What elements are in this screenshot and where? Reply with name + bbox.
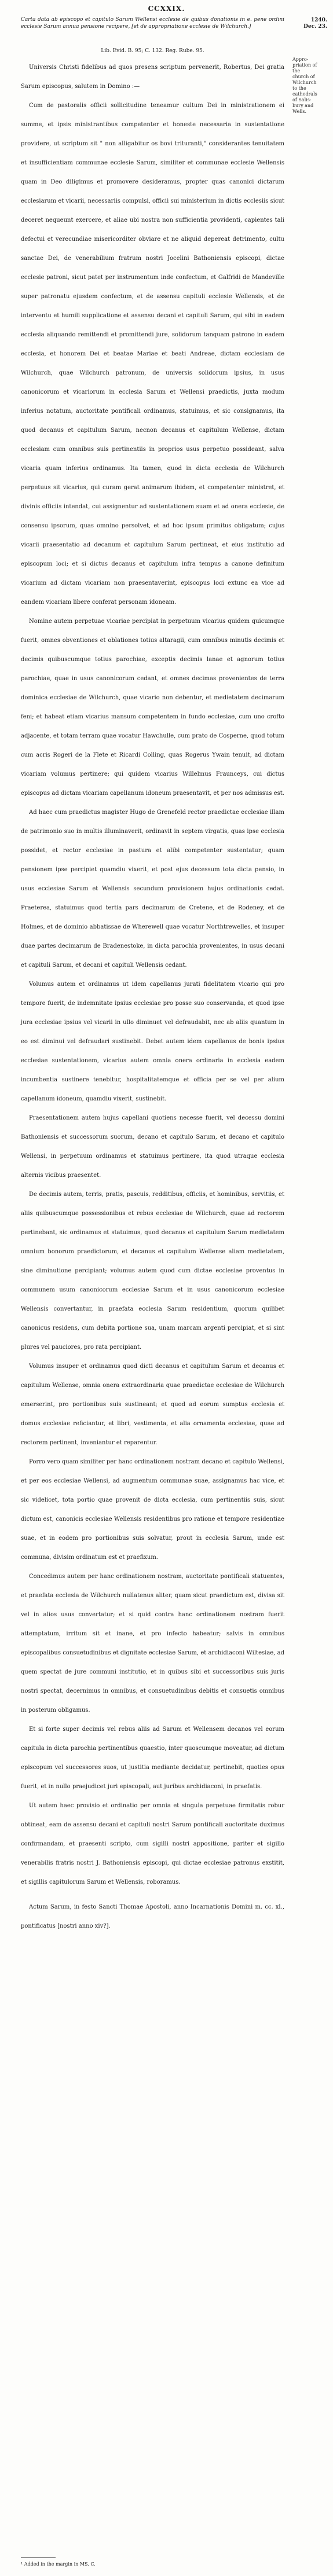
source-reference: Lib. Evid. B. 95; C. 132. Reg. Rube. 95.	[101, 48, 204, 54]
closing-dating-clause: Actum Sarum, in festo Sancti Thomae Apostoli, anno Incarnationis Domini m. cc. xl., pontificatus [nostri anno xiv?].	[21, 1904, 284, 1929]
paragraph: Universis Christi fidelibus ad quos presens scriptum pervenerit, Robertus, Dei gratia Sarum episcopus, salutem in Domino :—	[21, 64, 287, 90]
footnote: ¹ Added in the margin in MS. C.	[21, 2562, 96, 2567]
paragraph: Nomine autem perpetuae vicariae percipiat in perpetuum vicarius quidem quicumque fuerit, omnes obventiones et oblationes totius altaragii, cum omnibus minutis decimis et decimis quibuscumque totius parochiae, exceptis decimis lanae et agnorum totius parochiae, quae in usus canonicorum cedant, et omnes decimas provenientes de terra dominica ecclesiae de Wilchurch, quae vicario non debentur, et medietatem decimarum feni; et habeat etiam vicarius mansum competentem in fundo ecclesiae, cum uno crofto adjacente, et totam terram quae vocatur Hawchulle, cum prato de Cosperne, quod totum cum acris Rogeri de la Flete et Ricardi Colling, quas Rogerus Ywain tenuit, ad dictam vicariam volumus pertinere; qui quidem vicarius Willelmus Fraunceys, cui dictus episcopus ad dictam vicariam capellanum idoneum praesentavit, et per nos admissus est.	[21, 618, 287, 797]
footnote-rule	[21, 2557, 56, 2558]
charter-date: 1240. Dec. 23.	[303, 17, 327, 30]
paragraph: Concedimus autem per hanc ordinationem nostram, auctoritate pontificali statuentes, et praefata ecclesia de Wilchurch nullatenus aliter, quam sicut praedictum est, divisa sit vel in alios usus convertatur; et si quid contra hanc ordinationem nostram fuerit attemptatum, irritum sit et inane, et pro infecto habeatur; salvis in omnibus episcopalibus consuetudinibus et dignitate ecclesiae Sarum, et archidiaconi Wiltesiae, ad quem spectat de jure communi institutio, et in quibus sibi et successoribus suis juris nostri spectat, decernimus in omnibus, et consuetudinibus debitis et consuetis omnibus in posterum obligamus.	[21, 1573, 287, 1713]
paragraph: Et si forte super decimis vel rebus aliis ad Sarum et Wellensem decanos vel eorum capitula in dicta parochia pertinentibus quaestio, inter quoscumque moveatur, ad dictum episcopum vel successores suos, ut justitia mediante decidatur, pertinebit, quoties opus fuerit, et in nullo praejudicet juri episcopali, aut juribus archidiaconi, in praefatis.	[21, 1726, 287, 1790]
charter-body	[21, 58, 287, 1942]
paragraph: Ut autem haec provisio et ordinatio per omnia et singula perpetuae firmitatis robur obtineat, eam de assensu decani et capituli nostri Sarum pontificali auctoritate duximus confirmandam, et praesenti scripto, cum sigilli nostri appositione, pariter et sigillo venerabilis fratris nostri J. Bathoniensis episcopi, qui dictae ecclesiae patronus exstitit, et sigillis capitulorum Sarum et Wellensis, roboramus.	[21, 1803, 287, 1885]
paragraph: De decimis autem, terris, pratis, pascuis, redditibus, officiis, et hominibus, servitiis, et aliis quibuscumque possessionibus et rebus ecclesiae de Wilchurch, quae ad rectorem pertinebant, sic ordinamus et statuimus, quod decanus et capitulum Sarum medietatem omnium bonorum praedictorum, et decanus et capitulum Wellense aliam medietatem, sine diminutione percipiant; volumus autem quod cum dictae ecclesiae proventus in communem usum canonicorum ecclesiae Sarum et in usus canonicorum ecclesiae Wellensis convertantur, in praefata ecclesia Sarum residentium, quorum quilibet canonicus residens, cum debita portione sua, unam marcam argenti percipiat, et si sint plures vel pauciores, pro rata percipiant.	[21, 1191, 287, 1351]
paragraph: Volumus insuper et ordinamus quod dicti decanus et capitulum Sarum et decanus et capitulum Wellense, omnia onera extraordinaria quae praedictae ecclesiae de Wilchurch emerserint, pro portionibus suis sustineant; et quod ad eorum sumptus ecclesia et domus ecclesiae reficiantur, et libri, vestimenta, et alia ornamenta ecclesiae, quae ad rectorem pertinent, inveniantur et reparentur.	[21, 1363, 287, 1446]
paragraph: Praesentationem autem hujus capellani quotiens necesse fuerit, vel decessu domini Bathoniensis et successorum suorum, decano et capitulo Sarum, et decano et capitulo Wellensi, in perpetuum ordinamus et statuimus pertinere, ita quod utraque ecclesia alternis vicibus praesentet.	[21, 1115, 287, 1179]
paragraph: Volumus autem et ordinamus ut idem capellanus jurati fidelitatem vicario qui pro tempore fuerit, de indemnitate ipsius ecclesiae pro posse suo conservanda, et quod ipse jura ecclesiae ipsius vel vicarii in ullo diminuet vel defraudabit, nec ab aliis quantum in eo est diminui vel defraudari sustinebit. Debet autem idem capellanus de bonis ipsius ecclesiae sustentationem, vicarius autem omnia onera ordinaria in ecclesia eadem incumbentia sustinere tenebitur, hospitalitatemque et officia per se vel per alium capellanum idoneum, quamdiu vixerit, sustinebit.	[21, 981, 287, 1102]
charter-number: CCXXIX.	[148, 5, 185, 13]
paragraph: Porro vero quam similiter per hanc ordinationem nostram decano et capitulo Wellensi, et per eos ecclesiae Wellensi, ad augmentum communae suae, assignamus hac vice, et sic videlicet, tota portio quae provenit de dicta ecclesia, cum pertinentiis suis, sicut dictum est, canonicis ecclesiae Wellensis residentibus pro ratione et tempore residentiae suae, et in eodem pro portionibus suis solvatur, prout in ecclesia Sarum, unde est communa, divisim ordinatum est et praefixum.	[21, 1459, 287, 1561]
paragraph: Cum de pastoralis officii sollicitudine teneamur cultum Dei in ministrationem ei summe, et ipsis ministrantibus competenter et honeste necessaria in sustentatione providere, ut scriptum sit " non alligabitur os bovi trituranti," considerantes tenuitatem et insufficientiam communae ecclesie Sarum, similiter et communae ecclesie Wellensis quam in Deo diligimus et promovere desideramus, propter quas canonici dictarum ecclesiarum et vicarii, necessariis compulsi, officii sui ministerium in dictis ecclesiis sicut deceret nequeunt exercere, et aliae ubi nostra non sufficientia providenti, capientes tali defectui et verecundiae misericorditer obviare et ne aliquid depereat detrimento, cultu sanctae Dei, de venerabilium fratrum nostri Jocelini Bathoniensis episcopi, dictae ecclesie patroni, sicut patet per instrumentum inde confectum, et Galfridi de Mandeville super patronatu ejusdem confectum, et de assensu capituli ecclesie Wellensis, et de interventu et humili supplicatione et assensu decani et capituli Sarum, qui sibi in eadem ecclesia aliquando remittendi et promittendi jure, solidorum tanquam patrono in eadem ecclesia, et honorem Dei et beatae Mariae et beati Andreae, dictam ecclesiam de Wilchurch, quae Wilchurch patronum, de universis solidorum ipsius, in usus canonicorum et vicariorum in ecclesia Sarum et Wellensi praedictis, juxta modum inferius notatum, auctoritate pontificali ordinamus, statuimus, et sic consignamus, ita quod decanus et capitulum Sarum, necnon decanus et capitulum Wellense, dictam ecclesiam cum omnibus suis pertinentiis in proprios usus perpetuo possideant, salva vicaria quam inferius ordinamus. Ita tamen, quod in dicta ecclesia de Wilchurch perpetuus sit vicarius, qui curam gerat animarum ibidem, et competenter ministret, et divinis officiis intendat, cui assignentur ad sustentationem suam et ad onera ecclesie, de consensu ipsorum, quas omnino persolvet, et ad hoc ipsum primitus obligatum; cujus vicarii praesentatio ad decanum et capitulum Sarum pertineat, et eius institutio ad episcopum loci; et si dictus decanus et capitulum infra tempus a canone definitum vicarium ad dictam vicariam non praesentaverint, episcopus loci extunc ea vice ad eandem vicariam libere conferat personam idoneam.	[21, 102, 287, 606]
paragraph: Ad haec cum praedictus magister Hugo de Grenefeld rector praedictae ecclesiae illam de patrimonio suo in multis illuminaverit, ordinavit in septem virgatis, quas ipse ecclesia possidet, et rector ecclesiae in pastura et alibi competenter sustentatur; quam pensionem ipse percipiet quamdiu vixerit, et post ejus decessum tota dicta pensio, in usus ecclesiae Sarum et Wellensis secundum provisionem hujus ordinationis cedat. Praeterea, statuimus quod tertia pars decimarum de Cretene, et de Rodeney, et de Holmes, et de dominio abbatissae de Wherewell quae vocatur Northtrewelles, et insuper duae partes decimarum de Bradenestoke, in dicta parochia provenientes, in usus decani et capituli Sarum, et decani et capituli Wellensis cedant.	[21, 809, 287, 968]
charter-heading: Carta data ab episcopo et capitulo Sarum Wellensi ecclesie de quibus donationis in e. pene ordini ecclesie Sarum annua pensione recipere, [et de appropriatione ecclesie de Wilchurch.]	[21, 17, 284, 30]
marginal-summary: Appro- priation of the church of Wilchurch to the cathedrals of Salis- bury and Wells.	[292, 57, 317, 114]
